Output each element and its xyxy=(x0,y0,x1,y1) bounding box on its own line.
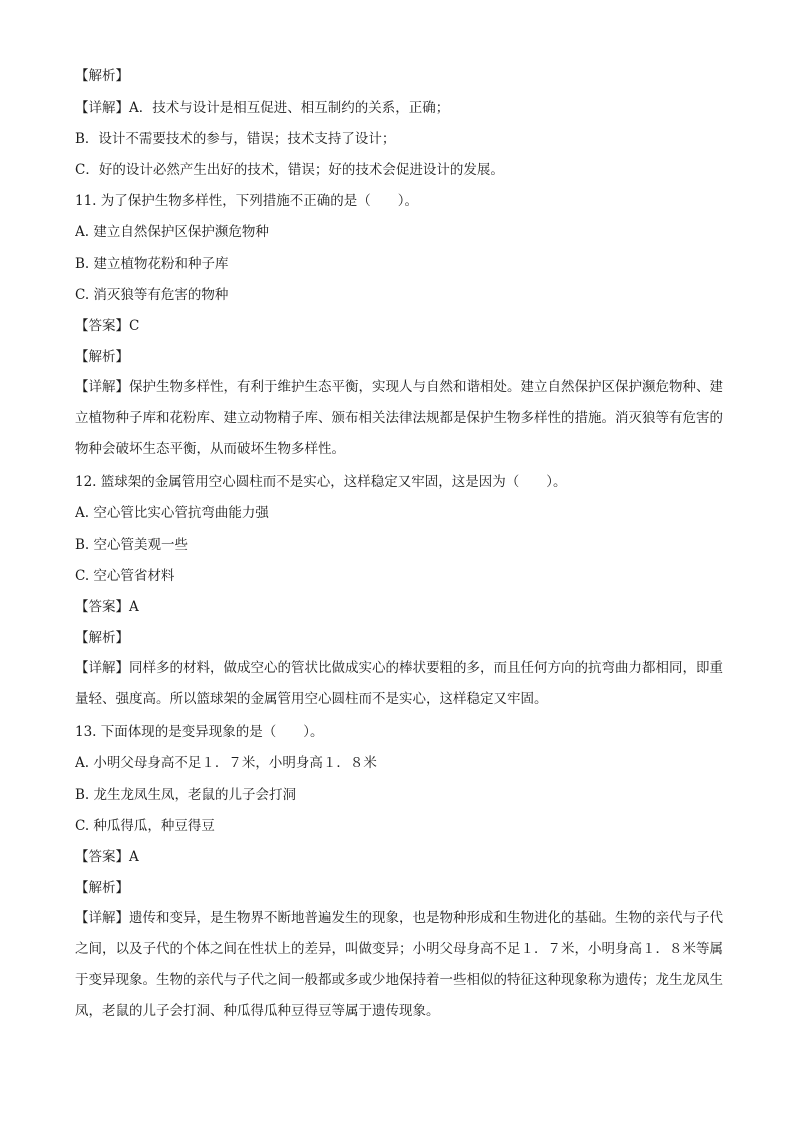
answer-line: 【答案】A xyxy=(75,849,139,865)
detail-paragraph: 【详解】A．技术与设计是相互促进、相互制约的关系，正确； xyxy=(75,100,450,116)
detail-line: B．设计不需要技术的参与，错误；技术支持了设计； xyxy=(75,131,396,147)
option-c: C. 空心管省材料 xyxy=(75,568,175,584)
option-a: A. 小明父母身高不足１．７米，小明身高１．８米 xyxy=(75,755,377,771)
question-12: 12. 篮球架的金属管用空心圆柱而不是实心，这样稳定又牢固，这是因为（ ）。 xyxy=(75,474,567,490)
option-b: B. 空心管美观一些 xyxy=(75,537,189,553)
detail-paragraph: 【详解】保护生物多样性，有利于维护生态平衡，实现人与自然和谐相处。建立自然保护区保护濒危物种、建立植物种子库和花粉库、建立动物精子库、颁布相关法律法规都是保护生物多样性的措施。消灭狼等有危害的物种会破坏生态平衡，从而破坏生物多样性。 xyxy=(75,379,723,457)
option-b: B. 龙生龙凤生凤，老鼠的儿子会打洞 xyxy=(75,787,297,803)
analysis-heading: 【解析】 xyxy=(75,68,129,84)
analysis-heading: 【解析】 xyxy=(75,630,129,646)
analysis-heading: 【解析】 xyxy=(75,880,129,896)
detail-line: C．好的设计必然产生出好的技术，错误；好的技术会促进设计的发展。 xyxy=(75,162,504,178)
question-11: 11. 为了保护生物多样性，下列措施不正确的是（ ）。 xyxy=(75,193,419,209)
option-a: A. 建立自然保护区保护濒危物种 xyxy=(75,224,269,240)
detail-paragraph: 【详解】同样多的材料，做成空心的管状比做成实心的棒状要粗的多，而且任何方向的抗弯曲力都相同，即重量轻、强度高。所以篮球架的金属管用空心圆柱而不是实心，这样稳定又牢固。 xyxy=(75,660,723,707)
option-c: C. 种瓜得瓜，种豆得豆 xyxy=(75,818,215,834)
answer-line: 【答案】A xyxy=(75,599,139,615)
detail-paragraph: 【详解】遗传和变异，是生物界不断地普遍发生的现象，也是物种形成和生物进化的基础。生物的亲代与子代之间，以及子代的个体之间在性状上的差异，叫做变异；小明父母身高不足１．７米，小明身高１．８米等属于变异现象。生物的亲代与子代之间一般都或多或少地保持着一些相似的特征这种现象称为遗传；龙生龙凤生凤，老鼠的儿子会打洞、种瓜得瓜种豆得豆等属于遗传现象。 xyxy=(75,910,723,1019)
option-b: B. 建立植物花粉和种子库 xyxy=(75,256,229,272)
option-a: A. 空心管比实心管抗弯曲能力强 xyxy=(75,505,269,521)
question-13: 13. 下面体现的是变异现象的是（ ）。 xyxy=(75,724,324,740)
analysis-heading: 【解析】 xyxy=(75,349,129,365)
option-c: C. 消灭狼等有危害的物种 xyxy=(75,287,229,303)
answer-line: 【答案】C xyxy=(75,318,140,334)
